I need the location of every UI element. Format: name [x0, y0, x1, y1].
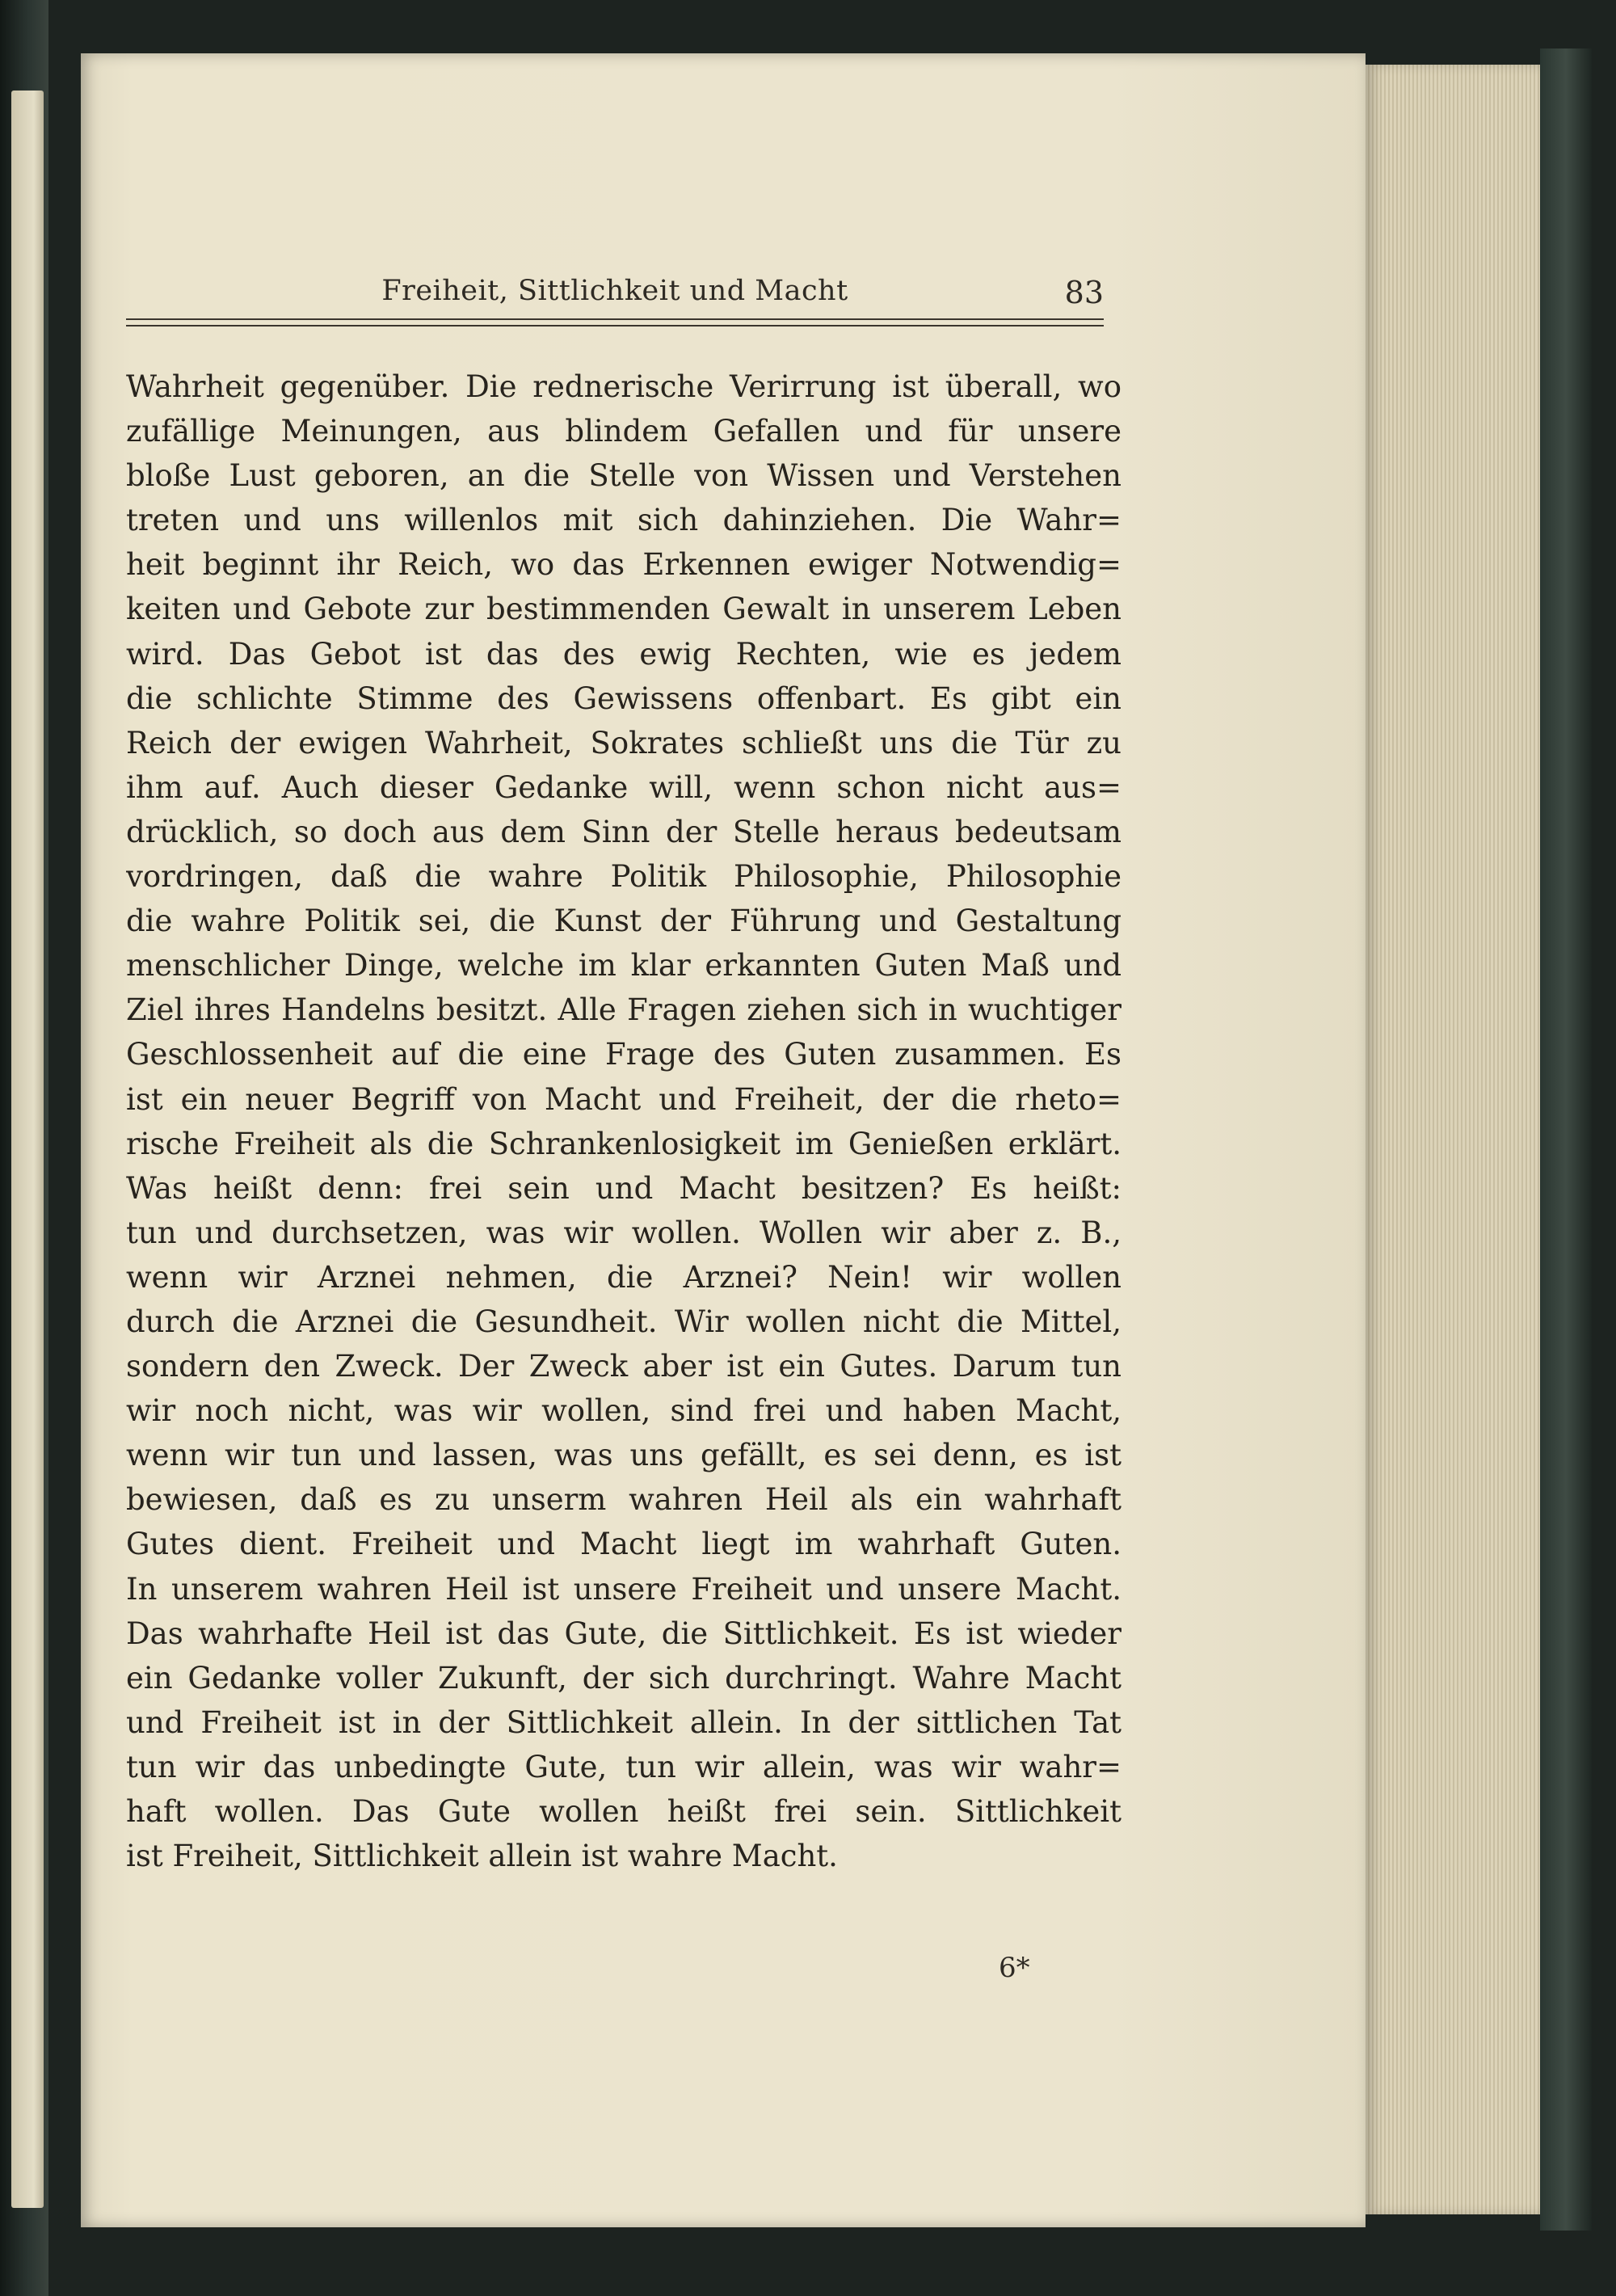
text-line: Ziel ihres Handelns besitzt. Alle Fragen ziehen sich in wuchtiger — [126, 992, 1122, 1028]
text-line: bewiesen, daß es zu unserm wahren Heil als ein wahrhaft — [126, 1482, 1122, 1518]
text-line: die wahre Politik sei, die Kunst der Führung und Gestaltung — [126, 904, 1122, 939]
text-line: und Freiheit ist in der Sittlichkeit allein. In der sittlichen Tat — [126, 1704, 1122, 1740]
body-text — [126, 364, 1122, 1878]
text-line: heit beginnt ihr Reich, wo das Erkennen ewiger Notwendig= — [126, 547, 1122, 583]
text-line: ein Gedanke voller Zukunft, der sich durchringt. Wahre Macht — [126, 1660, 1122, 1696]
text-line: Geschlossenheit auf die eine Frage des Guten zusammen. Es — [126, 1037, 1122, 1072]
text-line: Wahrheit gegenüber. Die rednerische Verirrung ist überall, wo — [126, 369, 1122, 404]
text-line: bloße Lust geboren, an die Stelle von Wissen und Verstehen — [126, 458, 1122, 494]
text-line: tun und durchsetzen, was wir wollen. Wollen wir aber z. B., — [126, 1215, 1122, 1250]
text-line: ist Freiheit, Sittlichkeit allein ist wahre Macht. — [126, 1839, 838, 1874]
text-line: menschlicher Dinge, welche im klar erkannten Guten Maß und — [126, 948, 1122, 984]
text-line: wenn wir Arznei nehmen, die Arznei? Nein! wir wollen — [126, 1259, 1122, 1295]
text-line: ihm auf. Auch dieser Gedanke will, wenn schon nicht aus= — [126, 769, 1122, 805]
text-line: rische Freiheit als die Schrankenlosigkeit im Genießen erklärt. — [126, 1126, 1122, 1161]
text-line: Reich der ewigen Wahrheit, Sokrates schließt uns die Tür zu — [126, 725, 1122, 760]
text-line: durch die Arznei die Gesundheit. Wir wollen nicht die Mittel, — [126, 1304, 1122, 1339]
page-header — [126, 275, 1104, 312]
text-line: Das wahrhafte Heil ist das Gute, die Sittlichkeit. Es ist wieder — [126, 1616, 1122, 1651]
header-rule-top — [126, 318, 1104, 320]
text-line: treten und uns willenlos mit sich dahinziehen. Die Wahr= — [126, 503, 1122, 538]
facing-page-edge — [11, 91, 44, 2208]
running-title: Freiheit, Sittlichkeit und Macht — [381, 275, 848, 307]
text-line: zufällige Meinungen, aus blindem Gefallen und für unsere — [126, 414, 1122, 449]
text-line: tun wir das unbedingte Gute, tun wir allein, was wir wahr= — [126, 1749, 1122, 1784]
header-rule-bottom — [126, 325, 1104, 326]
text-line: ist ein neuer Begriff von Macht und Freiheit, der die rheto= — [126, 1081, 1122, 1117]
text-line: vordringen, daß die wahre Politik Philosophie, Philosophie — [126, 859, 1122, 895]
text-line: wir noch nicht, was wir wollen, sind frei und haben Macht, — [126, 1393, 1122, 1429]
text-line: drücklich, so doch aus dem Sinn der Stelle heraus bedeutsam — [126, 814, 1122, 849]
text-line: die schlichte Stimme des Gewissens offenbart. Es gibt ein — [126, 680, 1122, 716]
text-line: wenn wir tun und lassen, was uns gefällt, es sei denn, es ist — [126, 1438, 1122, 1473]
page-block-edge — [1366, 65, 1547, 2214]
text-line: keiten und Gebote zur bestimmenden Gewalt in unserem Leben — [126, 592, 1122, 627]
page-number: 83 — [1064, 275, 1104, 310]
book-cover-right — [1540, 48, 1592, 2231]
text-line: Gutes dient. Freiheit und Macht liegt im wahrhaft Guten. — [126, 1527, 1122, 1562]
text-line: Was heißt denn: frei sein und Macht besitzen? Es heißt: — [126, 1170, 1122, 1206]
text-line: sondern den Zweck. Der Zweck aber ist ein Gutes. Darum tun — [126, 1349, 1122, 1384]
text-line: haft wollen. Das Gute wollen heißt frei sein. Sittlichkeit — [126, 1794, 1122, 1829]
text-line: In unserem wahren Heil ist unsere Freiheit und unsere Macht. — [126, 1571, 1122, 1607]
text-line: wird. Das Gebot ist das des ewig Rechten, wie es jedem — [126, 636, 1122, 672]
signature-mark: 6* — [999, 1952, 1030, 1984]
